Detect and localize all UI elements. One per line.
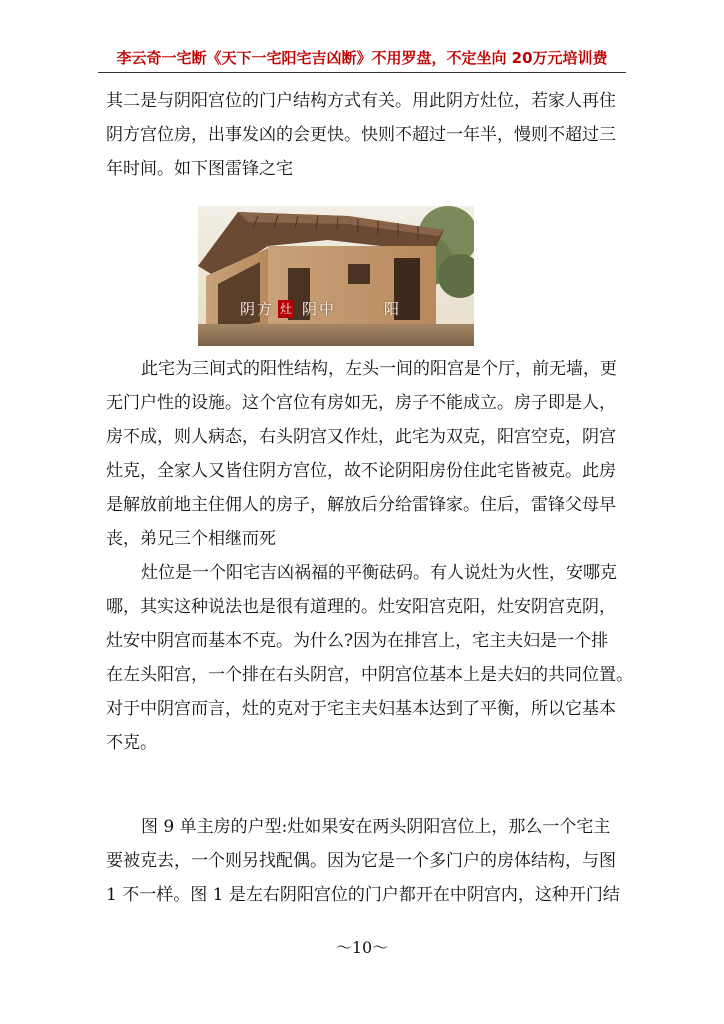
paragraph-line: 要被克去，一个则另找配偶。因为它是一个多门户的房体结构，与图 bbox=[106, 851, 616, 871]
photo-label-yin-fang: 阴方 bbox=[240, 300, 275, 318]
paragraph-line: 哪，其实这种说法也是很有道理的。灶安阳宫克阳，灶安阴宫克阴， bbox=[106, 597, 616, 617]
paragraph-line: 无门户性的设施。这个宫位有房如无，房子不能成立。房子即是人， bbox=[106, 393, 616, 413]
photo-label-zhong-yin: 阴中 bbox=[302, 300, 337, 318]
page-number: ～10～ bbox=[335, 938, 389, 957]
paragraph-line: 其二是与阴阳宫位的门户结构方式有关。用此阴方灶位，若家人再住 bbox=[106, 91, 616, 111]
paragraph-line: 不克。 bbox=[106, 733, 157, 753]
paragraph-3 bbox=[106, 556, 633, 760]
paragraph-2 bbox=[106, 352, 628, 556]
paragraph-line: 年时间。如下图雷锋之宅 bbox=[106, 159, 293, 179]
paragraph-line: 在左头阳宫，一个排在右头阴宫，中阴宫位基本上是夫妇的共同位置。 bbox=[106, 665, 633, 685]
paragraph-4 bbox=[106, 810, 628, 912]
paragraph-line: 1 不一样。图 1 是左右阴阳宫位的门户都开在中阴宫内，这种开门结 bbox=[106, 885, 620, 905]
photo-label-yang: 阳 bbox=[384, 300, 402, 318]
paragraph-line: 此宅为三间式的阳性结构，左头一间的阳宫是个厅，前无墙，更 bbox=[141, 359, 617, 379]
house-photo bbox=[198, 206, 474, 346]
paragraph-line: 图 9 单主房的户型:灶如果安在两头阴阳宫位上，那么一个宅主 bbox=[141, 817, 611, 837]
photo-label-zao: 灶 bbox=[279, 302, 292, 316]
document-header: 李云奇一宅断《天下一宅阳宅吉凶断》不用罗盘，不定坐向 20万元培训费 bbox=[116, 49, 608, 67]
paragraph-1 bbox=[106, 84, 628, 186]
paragraph-line: 阴方宫位房，出事发凶的会更快。快则不超过一年半，慢则不超过三 bbox=[106, 125, 616, 145]
paragraph-line: 是解放前地主住佣人的房子，解放后分给雷锋家。住后，雷锋父母早 bbox=[106, 495, 616, 515]
paragraph-line: 灶克，全家人又皆住阴方宫位，故不论阴阳房份住此宅皆被克。此房 bbox=[106, 461, 616, 481]
paragraph-line: 灶位是一个阳宅吉凶祸福的平衡砝码。有人说灶为火性，安哪克 bbox=[141, 563, 617, 583]
house-illustration bbox=[198, 206, 474, 346]
paragraph-line: 房不成，则人病态，右头阴宫又作灶，此宅为双克，阳宫空克，阴宫 bbox=[106, 427, 616, 447]
paragraph-line: 对于中阴宫而言，灶的克对于宅主夫妇基本达到了平衡，所以它基本 bbox=[106, 699, 616, 719]
paragraph-line: 丧，弟兄三个相继而死 bbox=[106, 529, 276, 549]
paragraph-line: 灶安中阴宫而基本不克。为什么?因为在排宫上，宅主夫妇是一个排 bbox=[106, 631, 609, 651]
header-divider bbox=[98, 72, 626, 73]
